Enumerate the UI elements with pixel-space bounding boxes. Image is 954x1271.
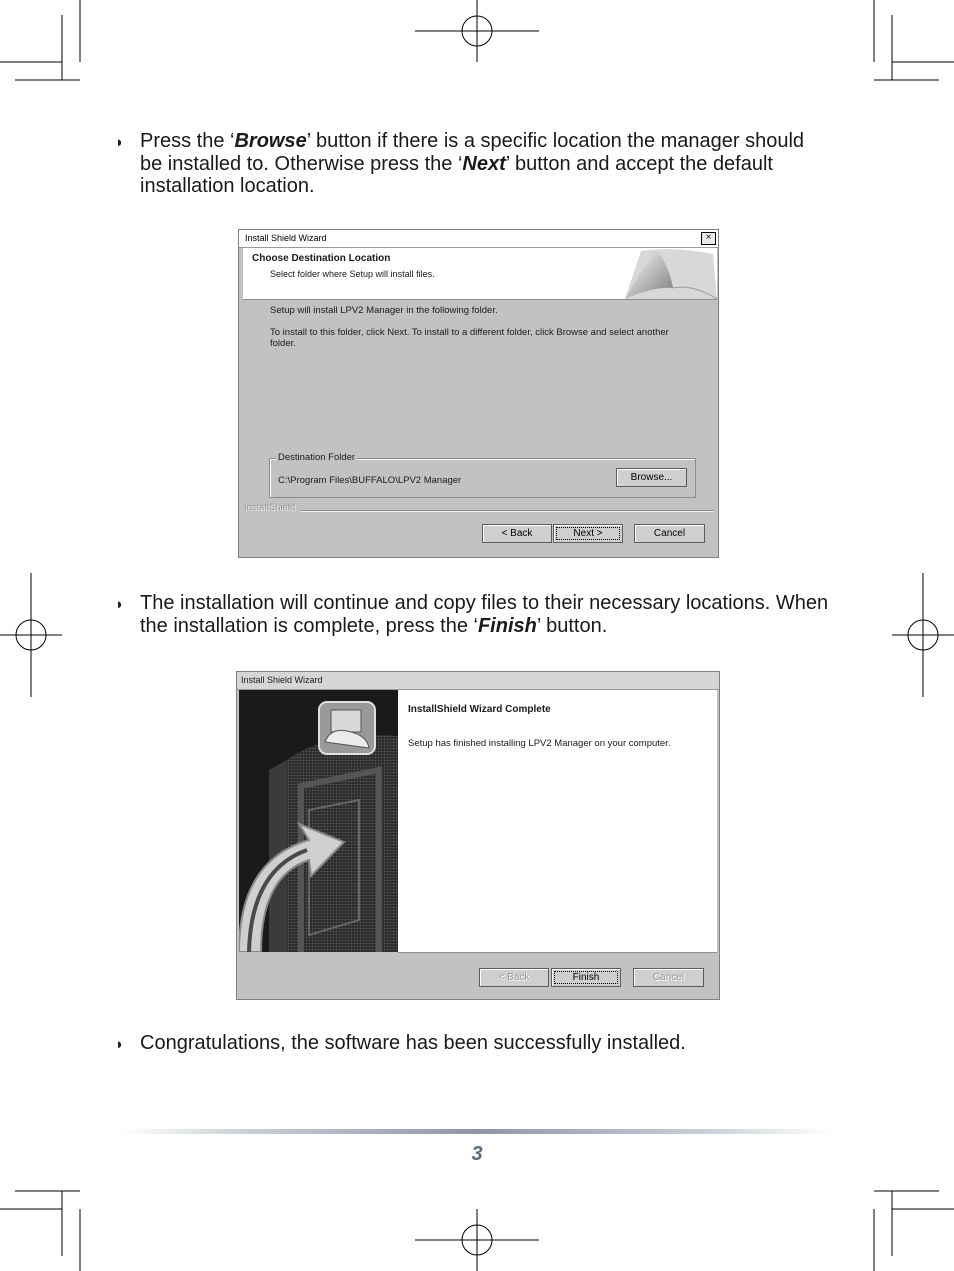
folder-path: C:\Program Files\BUFFALO\LPV2 Manager [278,475,462,486]
wizard-complete-window [236,671,720,1000]
next-keyword: Next [462,152,506,175]
wizard-destination-window [238,229,719,558]
finish-button[interactable]: Finish [551,968,621,987]
install-instructions-text: To install to this folder, click Next. To install to a different folder, click Browse and select another folder. [270,327,669,349]
header-subtitle: Select folder where Setup will install files. [270,269,435,279]
bullet-icon: ◗ [115,134,125,151]
completion-title: InstallShield Wizard Complete [408,704,551,715]
finish-keyword: Finish [477,614,537,637]
installshield-graphic [239,690,398,952]
browse-button[interactable]: Browse... [616,468,687,487]
browse-keyword: Browse [234,130,307,152]
install-location-text: Setup will install LPV2 Manager in the following folder. [270,305,498,316]
back-button[interactable]: < Back [479,968,549,987]
bullet-icon: ◗ [115,596,125,613]
page-curl-icon [613,248,717,299]
instruction-finish: ◗ The installation will continue and copy files to their necessary locations. When the installation is complete, press the ‘Finish’ button. [115,592,829,637]
close-icon[interactable]: × [701,232,716,245]
installer-art-icon [239,690,398,952]
instruction-congrats: ◗ Congratulations, the software has been successfully installed. [115,1032,850,1055]
wizard-header [243,248,717,300]
bullet-icon: ◗ [115,1036,125,1053]
header-title: Choose Destination Location [252,253,391,264]
next-button[interactable]: Next > [553,524,623,543]
cancel-button[interactable]: Cancel [634,524,705,543]
installshield-brand: InstallShield [245,503,297,514]
destination-folder-label: Destination Folder [278,452,356,463]
completion-message: Setup has finished installing LPV2 Manager on your computer. [408,738,671,749]
window-title: Install Shield Wizard [239,230,718,248]
back-button[interactable]: < Back [482,524,552,543]
divider [301,510,714,512]
completion-panel [398,690,717,953]
cancel-button[interactable]: Cancel [633,968,704,987]
instruction-browse: ◗ Press the ‘Browse’ button if there is a specific location the manager should be installed to. Otherwise press the ‘Next’ button and accept the default installation location. [115,130,805,197]
page-number: 3 [471,1143,483,1165]
destination-folder-group [269,452,696,498]
footer-rule [120,1129,832,1134]
window-title: Install Shield Wizard [237,672,719,690]
